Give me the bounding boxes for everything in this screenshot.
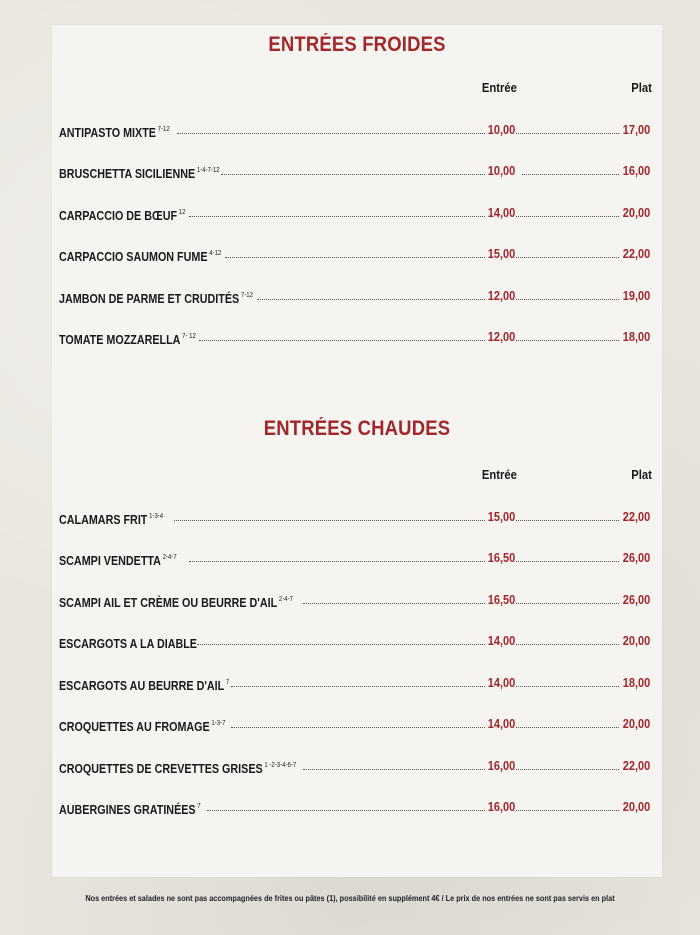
item-name: SCAMPI VENDETTA $^{2-4-7}$ bbox=[59, 554, 177, 568]
leader-dots bbox=[257, 299, 485, 300]
price-entree: 12,00 bbox=[487, 330, 515, 344]
price-plat: 18,00 bbox=[622, 676, 650, 690]
price-entree: 16,50 bbox=[487, 593, 515, 607]
price-plat: 20,00 bbox=[622, 717, 650, 731]
price-plat: 18,00 bbox=[622, 330, 650, 344]
allergen-codes: 2-4-7 bbox=[278, 596, 293, 603]
leader-dots bbox=[516, 603, 619, 604]
price-plat: 16,00 bbox=[622, 164, 650, 178]
price-plat: 20,00 bbox=[622, 206, 650, 220]
leader-dots bbox=[516, 133, 619, 134]
item-name: TOMATE MOZZARELLA $^{7- 12}$ bbox=[59, 333, 196, 347]
item-name: ESCARGOTS A LA DIABLE bbox=[59, 637, 197, 651]
allergen-codes: 1-3-4 bbox=[149, 513, 164, 520]
item-name: BRUSCHETTA SICILIENNE $^{1-4-7-12}$ bbox=[59, 167, 220, 181]
allergen-codes: 7 bbox=[225, 679, 230, 686]
leader-dots bbox=[522, 174, 619, 175]
leader-dots bbox=[516, 520, 619, 521]
leader-dots bbox=[303, 769, 485, 770]
leader-dots bbox=[231, 686, 485, 687]
price-plat: 17,00 bbox=[622, 123, 650, 137]
price-entree: 12,00 bbox=[487, 289, 515, 303]
item-name: AUBERGINES GRATINÉES $^7$ bbox=[59, 803, 201, 817]
leader-dots bbox=[516, 686, 619, 687]
menu-item bbox=[59, 246, 653, 262]
price-plat: 26,00 bbox=[622, 593, 650, 607]
price-plat: 20,00 bbox=[622, 634, 650, 648]
allergen-codes: 1-4-7-12 bbox=[196, 167, 220, 174]
leader-dots bbox=[516, 257, 619, 258]
price-entree: 14,00 bbox=[487, 206, 515, 220]
item-name: CROQUETTES AU FROMAGE $^{1-3-7}$ bbox=[59, 720, 226, 734]
price-plat: 22,00 bbox=[622, 759, 650, 773]
price-plat: 20,00 bbox=[622, 800, 650, 814]
menu-item bbox=[59, 329, 653, 345]
leader-dots bbox=[199, 340, 485, 341]
price-entree: 16,00 bbox=[487, 759, 515, 773]
leader-dots bbox=[516, 299, 619, 300]
price-entree: 14,00 bbox=[487, 717, 515, 731]
price-plat: 22,00 bbox=[622, 247, 650, 261]
menu-item bbox=[59, 205, 653, 221]
allergen-codes: 7-12 bbox=[240, 292, 253, 299]
leader-dots bbox=[516, 769, 619, 770]
leader-dots bbox=[516, 216, 619, 217]
allergen-codes: 12 bbox=[178, 209, 186, 216]
price-plat: 26,00 bbox=[622, 551, 650, 565]
menu-item bbox=[59, 799, 653, 815]
menu-item bbox=[59, 633, 653, 649]
allergen-codes: 1-3-7 bbox=[211, 720, 226, 727]
item-name: CARPACCIO DE BŒUF $^{12}$ bbox=[59, 209, 186, 223]
column-header-entree: Entrée bbox=[481, 468, 517, 482]
section-title: ENTRÉES FROIDES bbox=[268, 33, 446, 56]
leader-dots bbox=[221, 174, 485, 175]
price-plat: 22,00 bbox=[622, 510, 650, 524]
leader-dots bbox=[303, 603, 485, 604]
section-title: ENTRÉES CHAUDES bbox=[263, 417, 451, 440]
price-entree: 14,00 bbox=[487, 634, 515, 648]
leader-dots bbox=[516, 810, 619, 811]
leader-dots bbox=[174, 520, 485, 521]
item-name: CALAMARS FRIT $^{1-3-4}$ bbox=[59, 513, 164, 527]
column-header-plat: Plat bbox=[631, 81, 652, 95]
menu-item bbox=[59, 675, 653, 691]
leader-dots bbox=[225, 257, 485, 258]
leader-dots bbox=[516, 644, 619, 645]
column-header-plat: Plat bbox=[631, 468, 652, 482]
price-entree: 16,00 bbox=[487, 800, 515, 814]
price-plat: 19,00 bbox=[622, 289, 650, 303]
allergen-codes: 7 bbox=[197, 803, 201, 810]
item-name: JAMBON DE PARME ET CRUDITÉS $^{7-12}$ bbox=[59, 292, 253, 306]
leader-dots bbox=[197, 644, 485, 645]
price-entree: 15,00 bbox=[487, 247, 515, 261]
allergen-codes: 7- 12 bbox=[182, 333, 196, 340]
menu-item bbox=[59, 716, 653, 732]
menu-item bbox=[59, 550, 653, 566]
price-entree: 10,00 bbox=[487, 164, 515, 178]
item-name: CROQUETTES DE CREVETTES GRISES $^{1 -2-3-4-6-7}$ bbox=[59, 762, 297, 776]
item-name: ESCARGOTS AU BEURRE D'AIL $^7$ bbox=[59, 679, 230, 693]
menu-item bbox=[59, 288, 653, 304]
footnote: Nos entrées et salades ne sont pas accompagnées de frites ou pâtes (1), possibilité en supplément 4€ / Le prix de nos entrées ne sont pas servis en plat bbox=[85, 893, 615, 903]
leader-dots bbox=[516, 561, 619, 562]
item-name: ANTIPASTO MIXTE $^{7-12}$ bbox=[59, 126, 170, 140]
price-entree: 10,00 bbox=[487, 123, 515, 137]
leader-dots bbox=[189, 561, 485, 562]
allergen-codes: 2-4-7 bbox=[162, 554, 177, 561]
price-entree: 15,00 bbox=[487, 510, 515, 524]
menu-item bbox=[59, 122, 653, 138]
menu-item bbox=[59, 163, 653, 179]
leader-dots bbox=[516, 727, 619, 728]
item-name: SCAMPI AIL ET CRÈME OU BEURRE D'AIL $^{2-4-7}$ bbox=[59, 596, 293, 610]
menu-item bbox=[59, 758, 653, 774]
allergen-codes: 7-12 bbox=[157, 126, 170, 133]
leader-dots bbox=[231, 727, 485, 728]
allergen-codes: 1 -2-3-4-6-7 bbox=[264, 762, 297, 769]
leader-dots bbox=[207, 810, 485, 811]
leader-dots bbox=[177, 133, 485, 134]
menu-item bbox=[59, 509, 653, 525]
leader-dots bbox=[189, 216, 485, 217]
allergen-codes: 4-12 bbox=[209, 250, 222, 257]
column-header-entree: Entrée bbox=[481, 81, 517, 95]
price-entree: 16,50 bbox=[487, 551, 515, 565]
menu-item bbox=[59, 592, 653, 608]
leader-dots bbox=[516, 340, 619, 341]
item-name: CARPACCIO SAUMON FUME $^{4-12}$ bbox=[59, 250, 222, 264]
menu-sheet bbox=[52, 25, 662, 877]
price-entree: 14,00 bbox=[487, 676, 515, 690]
